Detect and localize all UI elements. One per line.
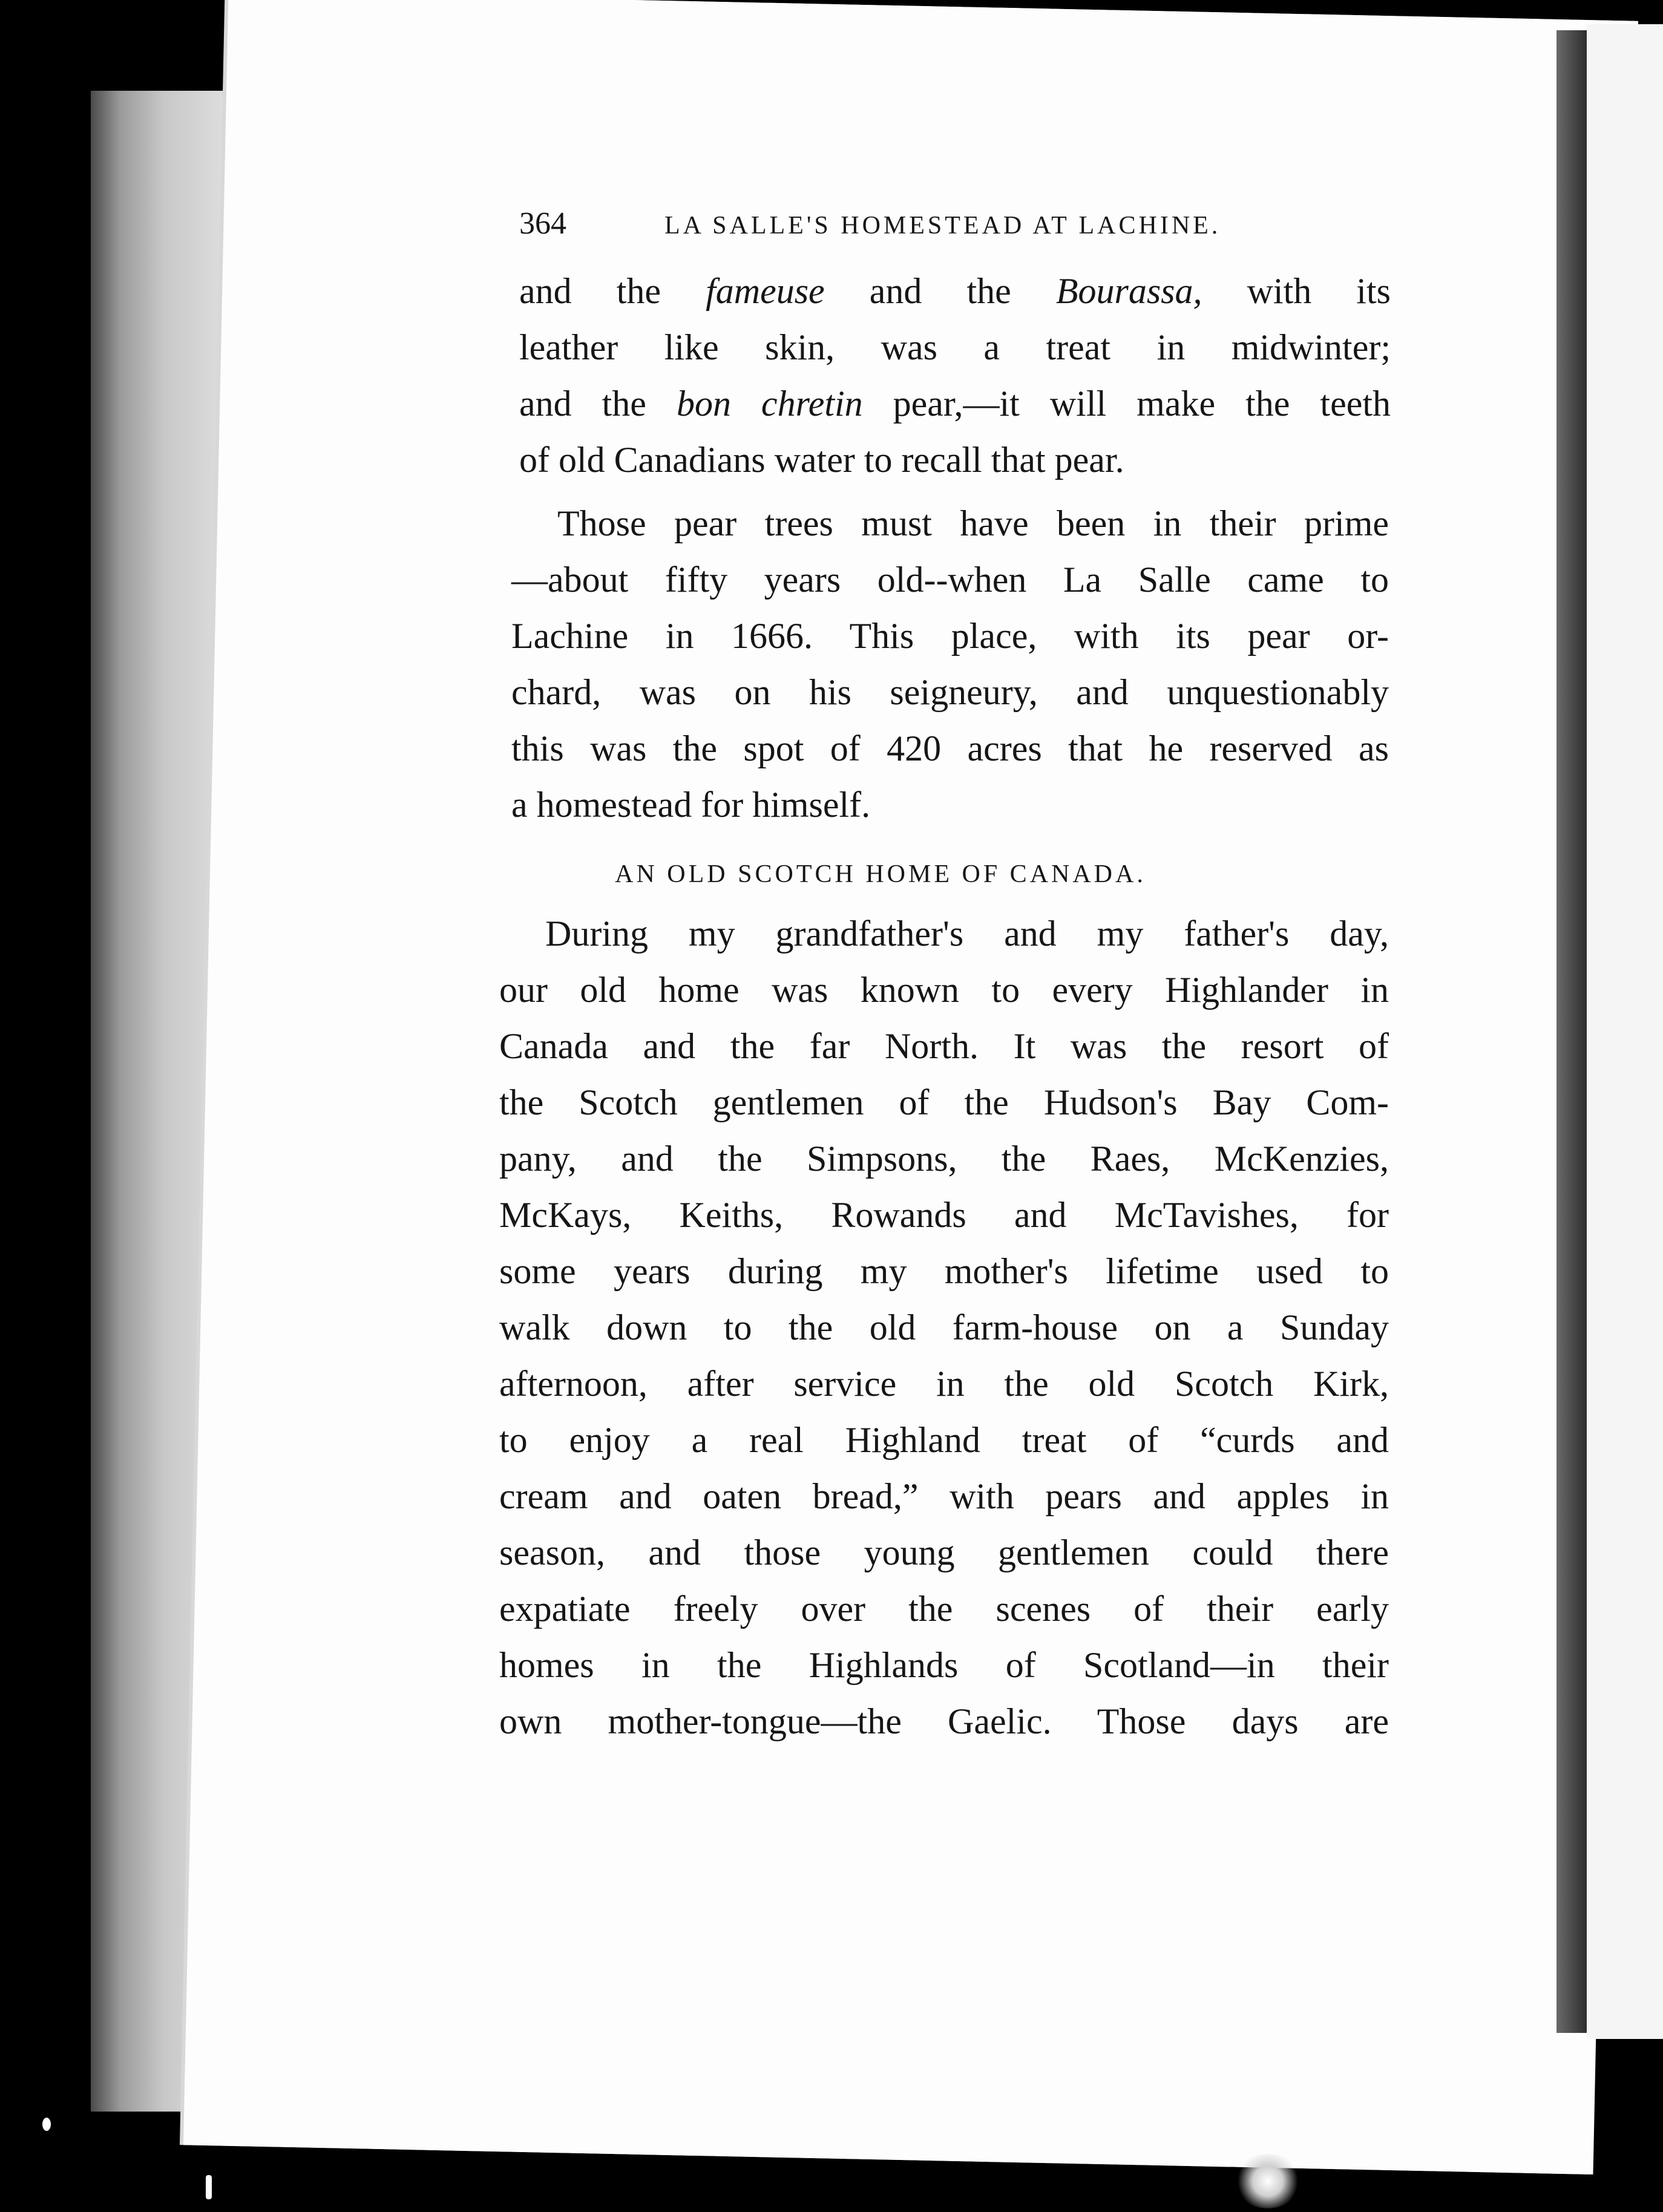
text-line: Lachine in 1666. This place, with its pear or-	[511, 616, 1389, 656]
running-head	[519, 206, 1404, 241]
section-heading: AN OLD SCOTCH HOME OF CANADA.	[615, 860, 1146, 888]
text-line: Canada and the far North. It was the resort of	[499, 1026, 1389, 1066]
facing-page-strip	[1587, 24, 1663, 2039]
binding-shadow	[1556, 30, 1587, 2033]
italic-term: bon chretin	[676, 384, 863, 424]
text-line: of old Canadians water to recall that pear.	[519, 440, 1124, 480]
text-line: expatiate freely over the scenes of their early	[499, 1589, 1389, 1629]
running-title: LA SALLE'S HOMESTEAD AT LACHINE.	[664, 212, 1221, 240]
text-line: McKays, Keiths, Rowands and McTavishes, for	[499, 1195, 1389, 1235]
text-line: During my grandfather's and my father's day,	[545, 914, 1389, 954]
italic-term: Bourassa,	[1055, 271, 1202, 311]
paragraph-pear-trees	[511, 496, 1389, 833]
text-line: chard, was on his seigneury, and unquestionably	[511, 672, 1389, 712]
italic-term: fameuse	[706, 271, 825, 311]
text-line: leather like skin, was a treat in midwinter;	[519, 327, 1391, 367]
text-line: own mother-tongue—the Gaelic. Those days are	[499, 1701, 1389, 1741]
scan-artifact-speck	[42, 2118, 51, 2131]
scan-artifact-speck	[206, 2175, 212, 2199]
text-line: season, and those young gentlemen could there	[499, 1533, 1389, 1572]
text-line: the Scotch gentlemen of the Hudson's Bay Com-	[499, 1082, 1389, 1122]
text-line: homes in the Highlands of Scotland—in their	[499, 1645, 1389, 1685]
text-line: our old home was known to every Highlander in	[499, 970, 1389, 1010]
text-line: this was the spot of 420 acres that he reserved as	[511, 728, 1389, 768]
text-line: walk down to the old farm-house on a Sunday	[499, 1307, 1389, 1347]
text-line: and the bon chretin pear,—it will make the teeth	[519, 384, 1391, 424]
scan-artifact-glare	[1235, 2154, 1301, 2208]
text-line: to enjoy a real Highland treat of “curds and	[499, 1420, 1389, 1460]
text-line: pany, and the Simpsons, the Raes, McKenzies,	[499, 1139, 1389, 1179]
paragraph-continuation	[519, 263, 1391, 488]
text-line: cream and oaten bread,” with pears and apples in	[499, 1476, 1389, 1516]
text-line: and the fameuse and the Bourassa, with its	[519, 271, 1391, 311]
text-line: a homestead for himself.	[511, 785, 871, 825]
text-line: Those pear trees must have been in their prime	[557, 503, 1389, 543]
page-number: 364	[519, 206, 566, 241]
paragraph-scotch-home	[499, 906, 1389, 1750]
text-line: —about fifty years old--when La Salle came to	[511, 560, 1389, 600]
text-line: afternoon, after service in the old Scotch Kirk,	[499, 1364, 1389, 1404]
page-text	[303, 206, 1404, 1750]
text-line: some years during my mother's lifetime used to	[499, 1251, 1389, 1291]
